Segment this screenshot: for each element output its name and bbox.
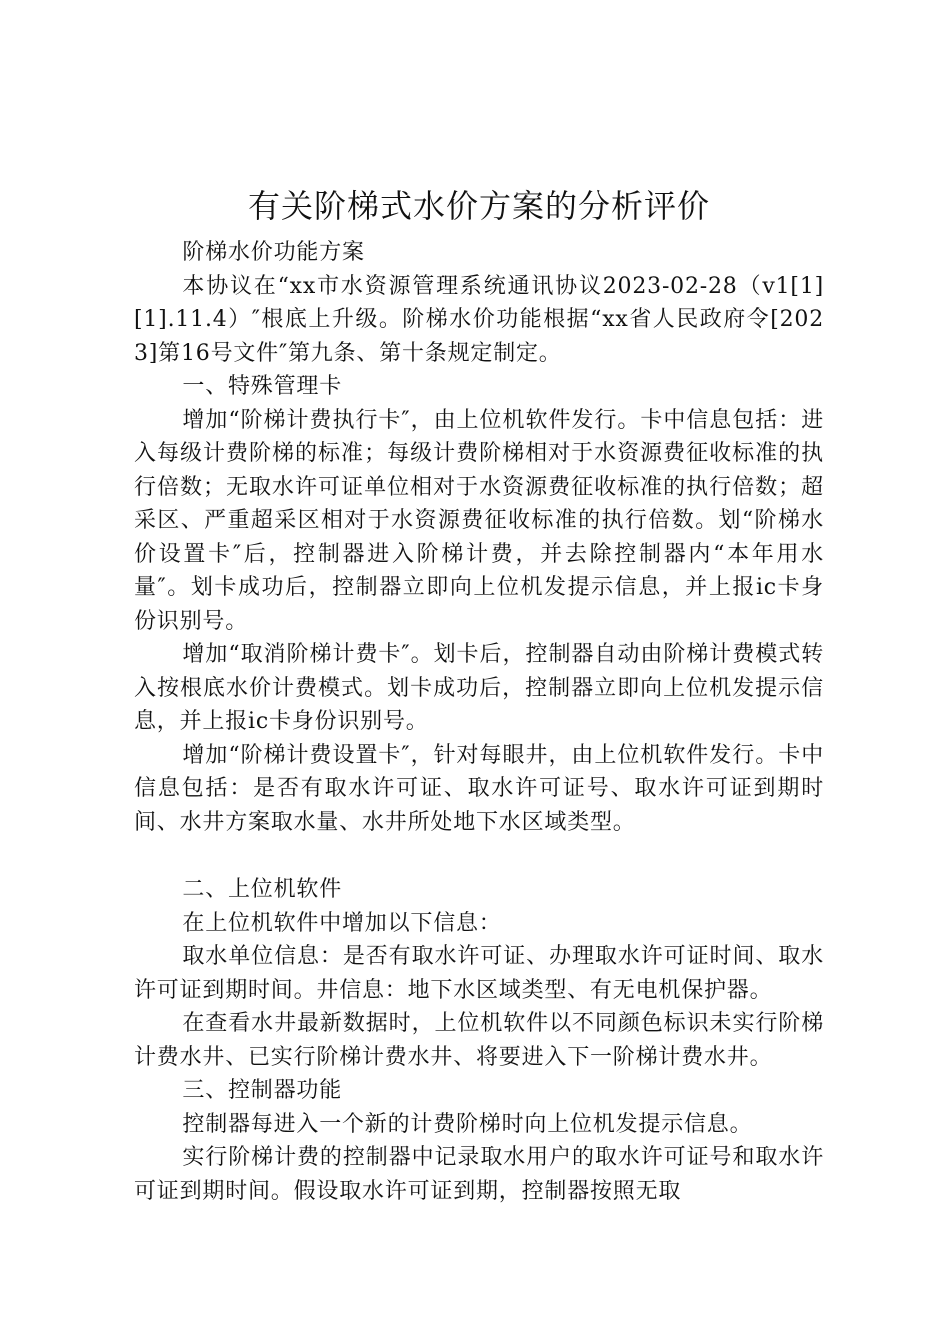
document-page [134, 180, 824, 1208]
paragraph-execute-card: 增加“阶梯计费执行卡″，由上位机软件发行。卡中信息包括：进入每级计费阶梯的标准；每级计费阶梯相对于水资源费征收标准的执行倍数；无取水许可证单位相对于水资源费征收标准的执行倍数；超采区、严重超采区相对于水资源费征收标准的执行倍数。划“阶梯水价设置卡″后，控制器进入阶梯计费，并去除控制器内“本年用水量″。划卡成功后，控制器立即向上位机发提示信息，并上报ic卡身份识别号。 [134, 407, 824, 634]
section-heading-host-software: 二、上位机软件 [182, 877, 342, 902]
document-title: 有关阶梯式水价方案的分析评价 [247, 187, 710, 225]
paragraph-scheme-heading: 阶梯水价功能方案 [182, 240, 365, 265]
paragraph-controller-notify: 控制器每进入一个新的计费阶梯时向上位机发提示信息。 [182, 1111, 753, 1137]
paragraph-cancel-card: 增加“取消阶梯计费卡″。划卡后，控制器自动由阶梯计费模式转入按根底水价计费模式。划卡成功后，控制器立即向上位机发提示信息，并上报ic卡身份识别号。 [134, 642, 824, 734]
paragraph-protocol: 本协议在“xx市水资源管理系统通讯协议2023-02-28（v1[1][1].11.4）″根底上升级。阶梯水价功能根据“xx省人民政府令[2023]第16号文件″第九条、第十条规定制定。 [134, 273, 824, 366]
section-heading-controller: 三、控制器功能 [182, 1078, 342, 1103]
blank-line [134, 839, 824, 873]
section-heading-special-cards: 一、特殊管理卡 [182, 374, 342, 399]
paragraph-setting-card: 增加“阶梯计费设置卡″，针对每眼井，由上位机软件发行。卡中信息包括：是否有取水许可证、取水许可证号、取水许可证到期时间、水井方案取水量、水井所处地下水区域类型。 [134, 742, 824, 835]
paragraph-host-intro: 在上位机软件中增加以下信息： [182, 910, 502, 936]
paragraph-unit-info: 取水单位信息：是否有取水许可证、办理取水许可证时间、取水许可证到期时间。井信息：地下水区域类型、有无电机保护器。 [134, 944, 824, 1003]
paragraph-controller-permit: 实行阶梯计费的控制器中记录取水用户的取水许可证号和取水许可证到期时间。假设取水许可证到期，控制器按照无取 [134, 1145, 824, 1204]
paragraph-color-marking: 在查看水井最新数据时，上位机软件以不同颜色标识未实行阶梯计费水井、已实行阶梯计费水井、将要进入下一阶梯计费水井。 [134, 1011, 824, 1070]
